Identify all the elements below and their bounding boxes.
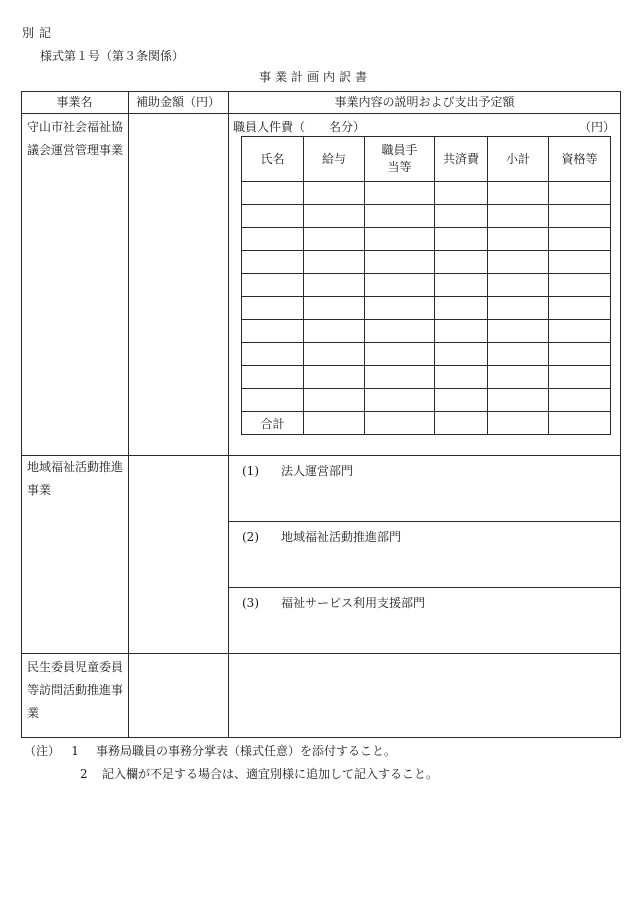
personnel-row	[242, 297, 611, 320]
form-number: 様式第１号（第３条関係）	[40, 49, 185, 63]
note-1	[24, 745, 396, 757]
personnel-total-row	[242, 412, 611, 435]
project-name-1: 守山市社会福祉協議会運営管理事業	[27, 120, 124, 157]
personnel-col-allowance-text: 職員手当等	[381, 143, 418, 174]
col-divider-2	[228, 91, 229, 738]
project-name-2: 地域福祉活動推進事業	[27, 460, 124, 497]
personnel-col-mutual-aid: 共済費	[435, 137, 488, 182]
personnel-cost-unit: （円）	[579, 120, 616, 134]
personnel-col-allowance	[365, 137, 435, 182]
personnel-table	[241, 136, 611, 435]
note-1-text: 事務局職員の事務分掌表（様式任意）を添付すること。	[96, 744, 397, 758]
column-header-subsidy-amount: 補助金額（円）	[135, 95, 220, 109]
dept-3-name: 福祉サービス利用支援部門	[281, 596, 426, 610]
dept-divider-2	[228, 587, 621, 588]
dept-divider-1	[228, 521, 621, 522]
personnel-row	[242, 366, 611, 389]
attachment-label: 別記	[22, 26, 57, 40]
personnel-row	[242, 228, 611, 251]
frame-right-line	[620, 91, 621, 738]
note-2-number: 2	[80, 767, 88, 781]
note-2	[80, 768, 438, 780]
dept-1-name: 法人運営部門	[281, 464, 354, 478]
col-divider-1	[128, 91, 129, 738]
personnel-row	[242, 182, 611, 205]
budget-breakdown-form	[21, 91, 621, 738]
personnel-row	[242, 205, 611, 228]
personnel-row	[242, 274, 611, 297]
dept-3-number: (3)	[242, 596, 259, 610]
personnel-row	[242, 389, 611, 412]
row-divider-2	[21, 653, 621, 654]
frame-left-line	[21, 91, 22, 738]
personnel-row	[242, 251, 611, 274]
personnel-col-subtotal: 小計	[488, 137, 549, 182]
frame-bottom-line	[21, 737, 621, 738]
personnel-col-name: 氏名	[242, 137, 304, 182]
column-header-project-name: 事業名	[56, 95, 93, 109]
personnel-total-label: 合計	[242, 412, 304, 435]
personnel-col-salary: 給与	[304, 137, 365, 182]
personnel-header-row	[242, 137, 611, 182]
header-bottom-line	[21, 113, 621, 114]
dept-2-name: 地域福祉活動推進部門	[281, 530, 402, 544]
note-prefix: （注）	[24, 744, 61, 758]
personnel-row	[242, 320, 611, 343]
project-name-3: 民生委員児童委員等訪問活動推進事業	[27, 660, 124, 720]
dept-2-number: (2)	[242, 530, 259, 544]
column-header-description: 事業内容の説明および支出予定額	[334, 95, 515, 109]
dept-1-number: (1)	[242, 464, 259, 478]
personnel-col-qualification: 資格等	[549, 137, 611, 182]
note-1-number: 1	[71, 744, 79, 758]
document-title: 事業計画内訳書	[258, 70, 371, 84]
personnel-cost-label: 職員人件費（ 名分）	[233, 120, 366, 134]
personnel-row	[242, 343, 611, 366]
note-2-text: 記入欄が不足する場合は、適宜別様に追加して記入すること。	[102, 767, 439, 781]
